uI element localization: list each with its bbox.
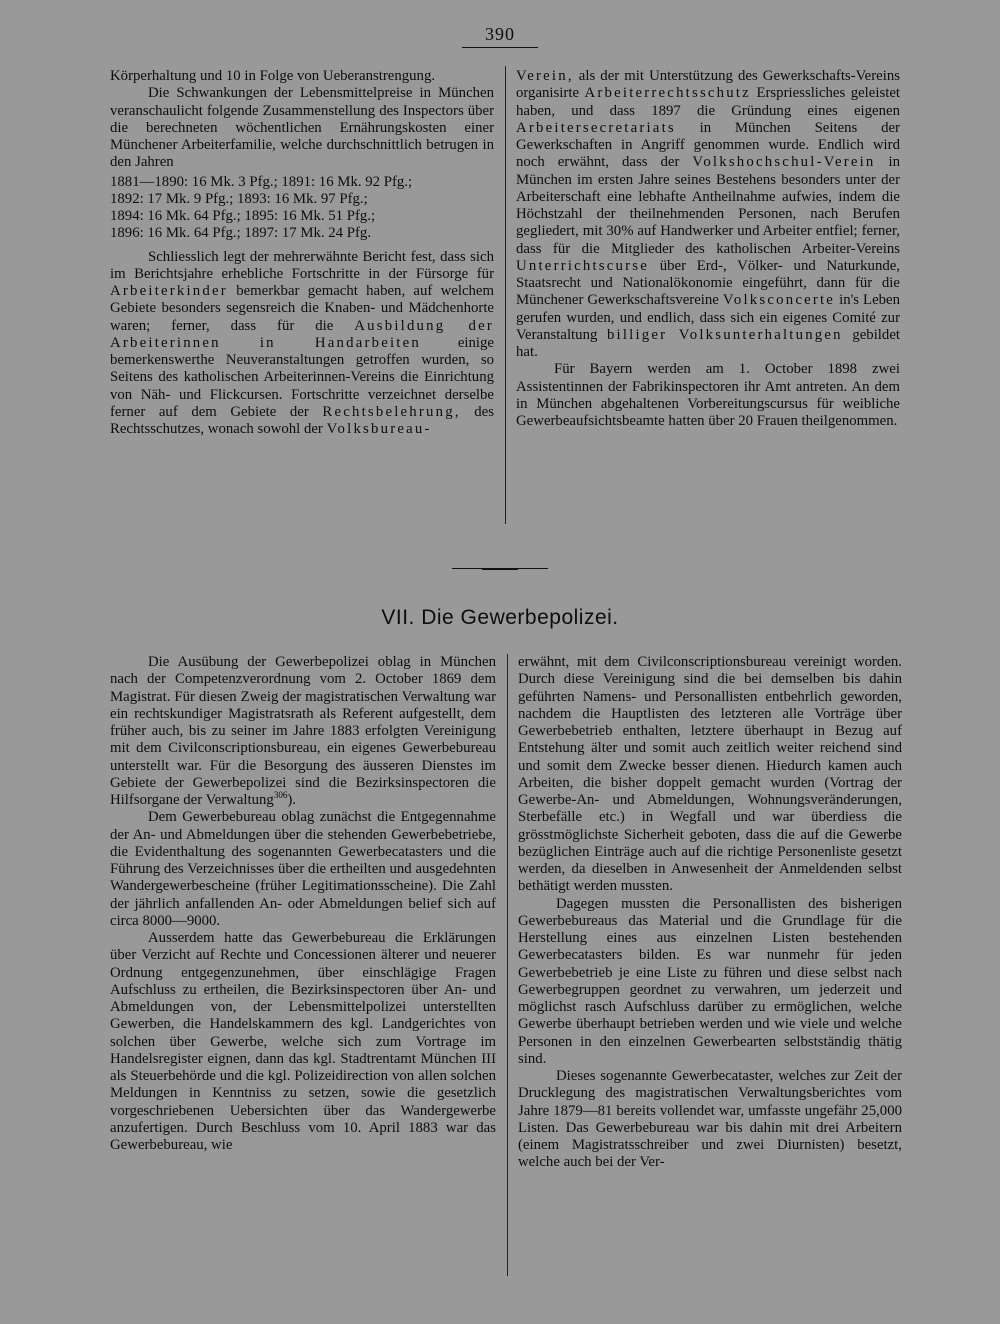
text-run: des Rechtsschutzes, wonach sowohl der [110, 403, 495, 437]
price-list [110, 174, 494, 243]
section-separator-center [482, 568, 518, 570]
spaced-text: Arbeitersecretariats [516, 119, 676, 136]
top-left-column [110, 68, 494, 438]
spaced-text: Volkshochschul-Verein [692, 154, 876, 171]
footnote-reference: 306 [273, 790, 288, 800]
text-run: als der mit Unterstützung des Gewerkschafts-Vereins organisirte [516, 68, 900, 102]
paragraph: erwähnt, mit dem Civilconscriptionsbureau vereinigt worden. Durch diese Vereinigung sind die bei demselben bis dahin geführten Namens- und Personallisten entbehrlich geworden, nachdem die Hauptlisten des letzteren alle Vorträge über Gewerbebetrieb enthalten, letztere überhaupt in Bezug auf Entstehung älter und somit auch zeitlich weiter reichend sind und somit dem Zwecke besser dienen. Hiedurch kamen auch Arbeiten, die bisher doppelt gemacht wurden (Vortrag der Gewerbe-An- und Abmeldungen, Wohnungsveränderungen, Sterbefälle etc.) in Wegfall und war überdiess die grösstmöglichste Sicherheit geboten, dass die auf die Gewerbe bezüglichen Einträge auch auf die richtige Personenliste gesetzt werden, da dieselben in Anwesenheit der Anmeldenden selbst bethätigt werden mussten. [518, 654, 902, 895]
price-line: 1894: 16 Mk. 64 Pfg.; 1895: 16 Mk. 51 Pfg.; [110, 208, 376, 224]
price-line: 1892: 17 Mk. 9 Pfg.; 1893: 16 Mk. 97 Pfg.; [110, 190, 368, 207]
page-number-rule [462, 47, 538, 48]
spaced-text: Volksconcerte [722, 292, 836, 309]
spaced-text: Unterrichtscurse [516, 257, 649, 274]
column-rule [507, 654, 508, 1276]
text-run: gebildet hat. [516, 326, 900, 360]
page-number: 390 [485, 24, 515, 44]
text-run: in's Leben gerufen wurden, und endlich, dass sich ein eigenes Comité zur Veranstaltung [516, 292, 901, 343]
text-run: in München im ersten Jahre seines Bestehens besonders unter der Arbeiterschaft eine lebhafte Antheilnahme aufwies, indem die Höchstzahl der theilnehmenden Personen, nach Berufen gegliedert, mit 30% auf Handwerker und Arbeiter entfiel; ferner, dass für die Mitglieder des katholischen Arbeiter-Vereins [516, 154, 901, 257]
spaced-text: billiger Volksunterhaltungen [606, 326, 843, 343]
text-run: Die Ausübung der Gewerbepolizei oblag in München nach der Competenzverordnung vom 2. October 1869 dem Magistrat. Für diesen Zweig der magistratischen Verwaltung war ein rechtskundiger Magistratsrath als Referent aufgestellt, dem früher auch, bis zu seiner im Jahre 1883 erfolgten Vereinigung mit dem Civilconscriptionsbureau, ein eigenes Gewerbebureau unterstellt war. Für die Besorgung des äusseren Dienstes im Gebiete der Gewerbepolizei sind die Bezirksinspectoren die Hilfsorgane der Verwaltung [110, 654, 496, 808]
spaced-text: Volksbureau- [326, 421, 432, 437]
section-heading: VII. Die Gewerbepolizei. [381, 606, 619, 629]
paragraph: Für Bayern werden am 1. October 1898 zwei Assistentinnen der Fabrikinspectoren ihr Amt antreten. An dem in München abgehaltenen Vorbereitungscursus für weibliche Gewerbeaufsichtsbeamte hatten über 20 Frauen theilgenommen. [516, 361, 900, 429]
text-run: Erspriessliches geleistet haben, und dass 1897 die Gründung eines eigenen [516, 85, 901, 119]
price-line: 1881—1890: 16 Mk. 3 Pfg.; 1891: 16 Mk. 92 Pfg.; [110, 173, 413, 190]
spaced-text: Arbeiterrechtsschutz [584, 85, 751, 102]
paragraph [516, 68, 900, 361]
spaced-text: Ausbildung der Arbeiterinnen in Handarbeiten [110, 317, 495, 351]
paragraph [110, 654, 496, 809]
column-rule [505, 66, 506, 524]
text-run: Schliesslich legt der mehrerwähnte Bericht fest, dass sich im Berichtsjahre erhebliche Fortschritte in der Fürsorge für [110, 248, 494, 282]
paragraph [110, 249, 494, 439]
top-right-column [516, 68, 900, 430]
bottom-left-column [110, 654, 496, 1154]
paragraph: Die Schwankungen der Lebensmittelpreise in München veranschaulicht folgende Zusammenstellung des Inspectors über die berechneten wöchentlichen Ernährungskosten einer Münchener Arbeiterfamilie, welche durchschnittlich betrugen in den Jahren [110, 85, 494, 171]
paragraph: Ausserdem hatte das Gewerbebureau die Erklärungen über Verzicht auf Rechte und Concessionen älterer und neuerer Ordnung entgegenzunehmen, über einschlägige Fragen Aufschluss zu ertheilen, die Bezirksinspectoren über An- und Abmeldungen von, der Lebensmittelpolizei unterstellten Gewerben, die Handelskammern des kgl. Landgerichtes von solchen über Gewerbe, welche sich zum Vortrage im Handelsregister eignen, dann das kgl. Stadtrentamt München III als Steuerbehörde und die kgl. Polizeidirection von allen solchen Meldungen in Kenntniss zu setzen, sowie die gesetzlich vorgeschriebenen Uebersichten über das Wandergewerbe anzufertigen. Durch Beschluss vom 10. April 1883 war das Gewerbebureau, wie [110, 930, 496, 1153]
price-line: 1896: 16 Mk. 64 Pfg.; 1897: 17 Mk. 24 Pfg. [110, 225, 372, 242]
paragraph: Körperhaltung und 10 in Folge von Ueberanstrengung. [110, 68, 436, 84]
text-run: ). [287, 792, 296, 808]
paragraph: Dieses sogenannte Gewerbecataster, welches zur Zeit der Drucklegung des magistratischen Verwaltungsberichtes vom Jahre 1879—81 bereits vollendet war, umfasste ungefähr 25,000 Listen. Das Gewerbebureau war bis dahin mit drei Arbeitern (einem Magistratsschreiber und zwei Diurnisten) besetzt, welche auch bei der Ver- [518, 1068, 902, 1171]
bottom-right-column [518, 654, 902, 1172]
text-run: bemerkbar gemacht haben, auf welchem Gebiete besonders segensreich die Knaben- und Mädchenhorte waren; ferner, dass für die [110, 283, 494, 334]
spaced-text: Verein, [516, 68, 574, 84]
text-run: über Erd-, Völker- und Naturkunde, Staatsrecht und Nationalökonomie eingeführt, dann für die Münchener Gewerkschaftsvereine [516, 257, 901, 309]
paragraph: Dem Gewerbebureau oblag zunächst die Entgegennahme der An- und Abmeldungen über die stehenden Gewerbebetriebe, die Evidenthaltung des sogenannten Gewerbecatasters und die Führung des Verzeichnisses über die ertheilten und ausgedehnten Wandergewerbescheine (früher Legitimationsscheine). Die Zahl der jährlich anfallenden An- oder Abmeldungen belief sich auf circa 8000—9000. [110, 809, 496, 929]
paragraph: Dagegen mussten die Personallisten des bisherigen Gewerbebureaus das Material und die Grundlage für die Herstellung eines aus einzelnen Listen bestehenden Gewerbecatasters bilden. Es war nunmehr für jeden Gewerbebetrieb je eine Liste zu führen und diese selbst nach Gewerbegruppen geordnet zu verwahren, um jederzeit und möglichst rasch Aufschluss darüber zu ermöglichen, welche Gewerbe überhaupt betrieben werden und wie viele und welche Personen in den einzelnen Gewerbearten selbstständig thätig sind. [518, 895, 902, 1067]
text-run: einige bemerkenswerthe Neuveranstaltungen getroffen wurden, so Seitens des katholischen Arbeiterinnen-Vereins die Einrichtung von Näh- und Flickcursen. Fortschritte verzeichnet derselbe ferner auf dem Gebiete der [110, 334, 494, 420]
spaced-text: Rechtsbelehrung, [322, 403, 461, 420]
spaced-text: Arbeiterkinder [110, 283, 228, 299]
text-run: in München Seitens der Gewerkschaften in Angriff genommen wurde. Endlich wird noch erwähnt, dass der [516, 119, 900, 171]
